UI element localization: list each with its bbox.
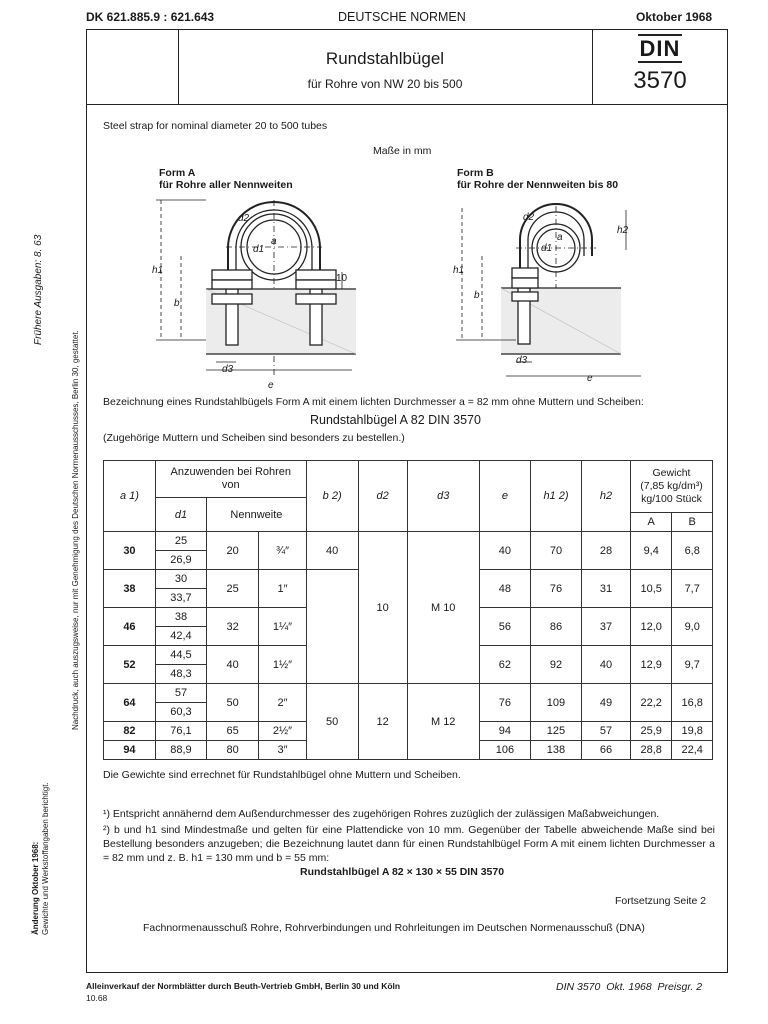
th-h2: h2 [582, 461, 631, 532]
th-h1: h1 2) [530, 461, 581, 532]
label-h2-b: h2 [617, 225, 629, 236]
footnote-1: ¹) Entspricht annähernd dem Außendurchmesser des zugehörigen Rohres zuzüglich der zulässigen Maßabweichungen. [103, 808, 660, 820]
th-a: a 1) [104, 461, 156, 532]
label-b-a: b [174, 298, 180, 309]
table-cell: 44,5 [155, 646, 206, 665]
table-cell: 70 [530, 532, 581, 570]
table-cell: 40 [306, 532, 358, 570]
th-d3: d3 [407, 461, 479, 532]
reprint-notice: Nachdruck, auch auszugsweise, nur mit Genehmigung des Deutschen Normenausschusses, Berlin 30, gestattet. [71, 330, 80, 730]
units-note: Maße in mm [373, 145, 432, 157]
table-cell: 38 [104, 570, 156, 608]
table-cell: 48 [479, 570, 530, 608]
table-cell: 60,3 [155, 703, 206, 722]
table-cell: 40 [207, 646, 259, 684]
table-cell: 94 [104, 741, 156, 760]
footnote-2-code: Rundstahlbügel A 82 × 130 × 55 DIN 3570 [300, 866, 505, 878]
table-cell: 1½″ [259, 646, 306, 684]
label-h1-b: h1 [453, 265, 465, 276]
english-title: Steel strap for nominal diameter 20 to 500 tubes [103, 120, 328, 132]
th-d1: d1 [155, 498, 206, 532]
table-cell: 50 [207, 684, 259, 722]
th-weight: Gewicht (7,85 kg/dm³) kg/100 Stück [630, 461, 712, 513]
th-e: e [479, 461, 530, 532]
table-cell: 76,1 [155, 722, 206, 741]
table-cell: 40 [582, 646, 631, 684]
th-b: b 2) [306, 461, 358, 532]
th-apply: Anzuwenden bei Rohren von [155, 461, 306, 498]
table-cell: 1″ [259, 570, 306, 608]
table-cell: 26,9 [155, 551, 206, 570]
table-cell: 28,8 [630, 741, 671, 760]
table-cell: 94 [479, 722, 530, 741]
dimension-table [103, 460, 713, 760]
label-d1-b: d1 [541, 243, 553, 254]
form-a-drawing [156, 200, 356, 375]
weights-note: Die Gewichte sind errechnet für Rundstahlbügel ohne Muttern und Scheiben. [103, 769, 461, 781]
committee: Fachnormenausschuß Rohre, Rohrverbindungen und Rohrleitungen im Deutschen Normenausschuß (DNA) [143, 922, 645, 934]
table-cell: 25,9 [630, 722, 671, 741]
table-cell: 1¼″ [259, 608, 306, 646]
table-cell [306, 570, 358, 684]
form-b-drawing [456, 204, 641, 376]
series-label: DEUTSCHE NORMEN [338, 10, 466, 24]
table-cell: 12 [358, 684, 407, 760]
table-cell: 57 [155, 684, 206, 703]
table-cell: 20 [207, 532, 259, 570]
table-cell: 42,4 [155, 627, 206, 646]
th-wA: A [630, 513, 671, 532]
table-cell: 33,7 [155, 589, 206, 608]
form-b-caption: Form B für Rohre der Nennweiten bis 80 [457, 167, 619, 191]
table-cell: 138 [530, 741, 581, 760]
table-cell: M 12 [407, 684, 479, 760]
din-label: DIN [639, 36, 681, 61]
technical-drawings [86, 190, 728, 400]
designation-note: (Zugehörige Muttern und Scheiben sind besonders zu bestellen.) [103, 432, 405, 444]
page-subtitle: für Rohre von NW 20 bis 500 [307, 77, 463, 91]
table-cell: 22,4 [672, 741, 713, 760]
table-cell: 125 [530, 722, 581, 741]
table-cell: 64 [104, 684, 156, 722]
change-text: Gewichte und Werkstoffangaben berichtigt. [41, 782, 50, 935]
footer-sales: Alleinverkauf der Normblätter durch Beuth-Vertrieb GmbH, Berlin 30 und Köln [86, 981, 401, 991]
table-cell: 50 [306, 684, 358, 760]
label-d2-a: d2 [238, 213, 250, 224]
table-cell: 76 [479, 684, 530, 722]
din-number: 3570 [633, 67, 687, 94]
table-cell: 86 [530, 608, 581, 646]
label-d1-a: d1 [253, 244, 265, 255]
dk-number: DK 621.885.9 : 621.643 [86, 10, 215, 24]
table-cell: 80 [207, 741, 259, 760]
designation-code: Rundstahlbügel A 82 DIN 3570 [310, 413, 481, 427]
table-cell: 48,3 [155, 665, 206, 684]
table-cell: 16,8 [672, 684, 713, 722]
label-d3-b: d3 [516, 355, 528, 366]
table-cell: 30 [155, 570, 206, 589]
table-cell: 32 [207, 608, 259, 646]
footnote-2: ²) b und h1 sind Mindestmaße und gelten für eine Plattendicke von 10 mm. Gegenüber der Tabelle abweichende Maße sind bei Bestellung besonders anzugeben; die Bezeichnung lautet dann für einen Rundstahlbügel Form A mit einem lichten Durchmesser a = 82 mm und z. B. h1 = 130 mm und b = 55 mm: [103, 824, 715, 864]
table-cell: 65 [207, 722, 259, 741]
table-cell: 12,0 [630, 608, 671, 646]
label-e-a: e [268, 380, 274, 391]
table-cell: 9,7 [672, 646, 713, 684]
table-cell: 106 [479, 741, 530, 760]
label-a-a: a [271, 236, 277, 247]
table-cell: 109 [530, 684, 581, 722]
table-cell: 19,8 [672, 722, 713, 741]
label-h1-a: h1 [152, 265, 164, 276]
table-cell: 25 [207, 570, 259, 608]
footer-din: DIN 3570 Okt. 1968 Preisgr. 2 [556, 981, 703, 993]
label-b-b: b [474, 290, 480, 301]
issue-date: Oktober 1968 [636, 10, 713, 24]
table-cell: 62 [479, 646, 530, 684]
table-cell: 56 [479, 608, 530, 646]
label-a-b: a [557, 232, 563, 243]
change-title: Änderung Oktober 1968: [31, 841, 40, 935]
table-cell: 3″ [259, 741, 306, 760]
label-d2-b: d2 [523, 212, 535, 223]
label-d3-a: d3 [222, 364, 234, 375]
table-cell: 92 [530, 646, 581, 684]
table-cell: 38 [155, 608, 206, 627]
table-cell: 52 [104, 646, 156, 684]
table-cell: 28 [582, 532, 631, 570]
table-cell: 2½″ [259, 722, 306, 741]
table-cell: 2″ [259, 684, 306, 722]
table-cell: 88,9 [155, 741, 206, 760]
page-title: Rundstahlbügel [325, 49, 445, 68]
th-wB: B [672, 513, 713, 532]
footer-code: 10.68 [86, 993, 108, 1003]
th-nw: Nennweite [207, 498, 307, 532]
label-10-a: 10 [336, 273, 348, 284]
table-cell: 12,9 [630, 646, 671, 684]
earlier-editions: Frühere Ausgaben: 8. 63 [33, 234, 44, 345]
table-cell: 10,5 [630, 570, 671, 608]
table-cell: 7,7 [672, 570, 713, 608]
table-cell: 25 [155, 532, 206, 551]
table-cell: 46 [104, 608, 156, 646]
table-cell: 22,2 [630, 684, 671, 722]
table-cell: 31 [582, 570, 631, 608]
table-cell: 66 [582, 741, 631, 760]
designation-text: Bezeichnung eines Rundstahlbügels Form A mit einem lichten Durchmesser a = 82 mm ohne Muttern und Scheiben: [103, 396, 644, 408]
table-cell: 76 [530, 570, 581, 608]
table-cell: M 10 [407, 532, 479, 684]
table-cell: 82 [104, 722, 156, 741]
continuation: Fortsetzung Seite 2 [615, 895, 707, 907]
table-cell: 30 [104, 532, 156, 570]
table-cell: 10 [358, 532, 407, 684]
label-e-b: e [587, 373, 593, 384]
table-cell: 40 [479, 532, 530, 570]
table-cell: 37 [582, 608, 631, 646]
table-cell: 9,4 [630, 532, 671, 570]
table-cell: 57 [582, 722, 631, 741]
table-cell: 6,8 [672, 532, 713, 570]
table-cell: ¾″ [259, 532, 306, 570]
table-cell: 49 [582, 684, 631, 722]
table-cell: 9,0 [672, 608, 713, 646]
header-divider [86, 104, 728, 105]
th-d2: d2 [358, 461, 407, 532]
form-a-caption: Form A für Rohre aller Nennweiten [159, 167, 293, 191]
